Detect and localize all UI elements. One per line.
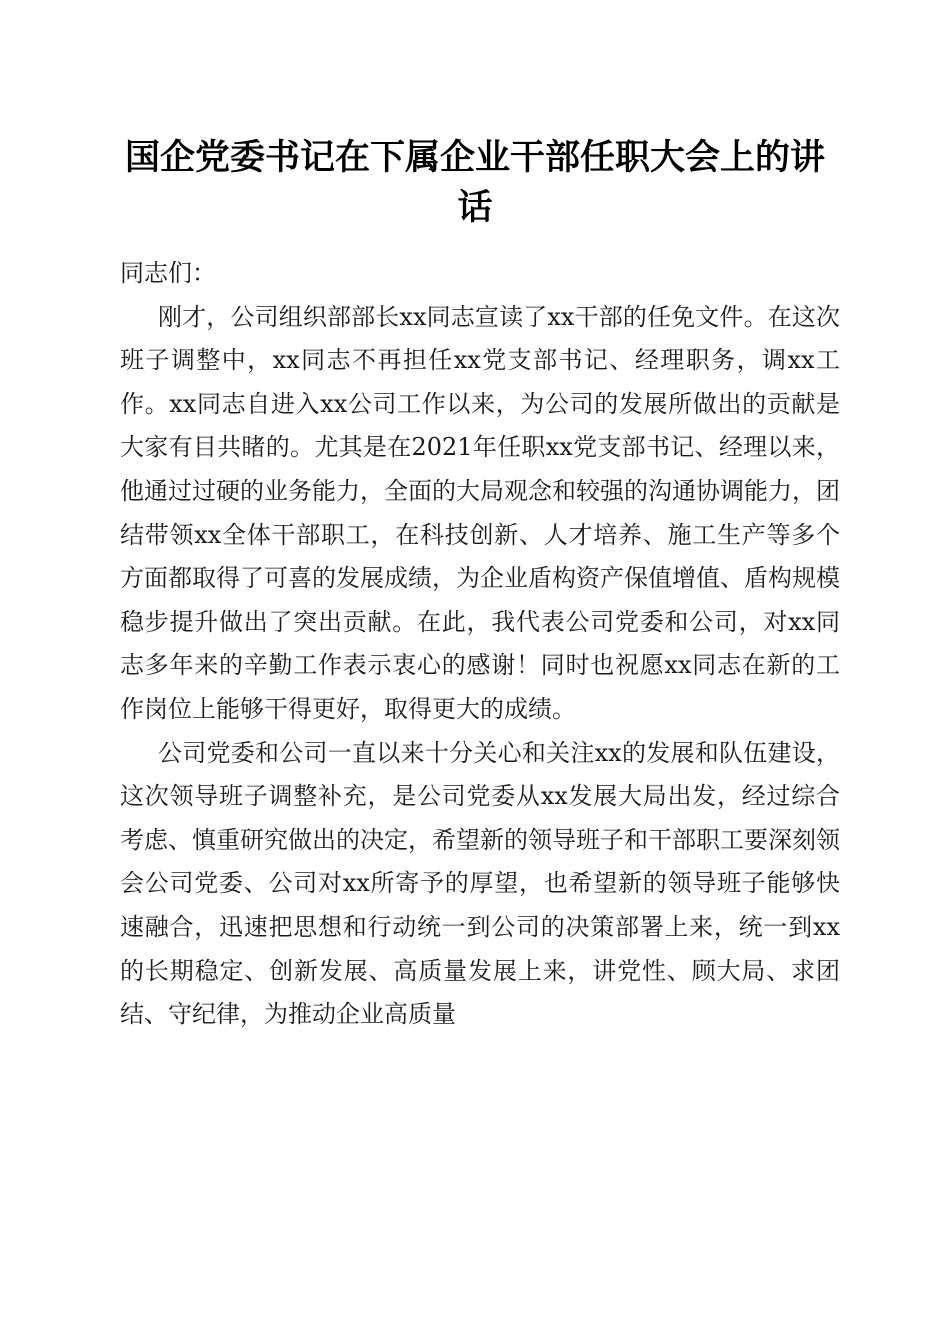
paragraph: 公司党委和公司一直以来十分关心和关注xx的发展和队伍建设，这次领导班子调整补充，是公司党委从xx发展大局出发，经过综合考虑、慎重研究做出的决定，希望新的领导班子和干部职工要深刻领会公司党委、公司对xx所寄予的厚望，也希望新的领导班子能够快速融合，迅速把思想和行动统一到公司的决策部署上来，统一到xx的长期稳定、创新发展、高质量发展上来，讲党性、顾大局、求团结、守纪律，为推动企业高质量 — [120, 738, 840, 1029]
document-title: 国企党委书记在下属企业干部任职大会上的讲话 — [124, 137, 825, 228]
salutation: 同志们： — [120, 259, 216, 287]
document-body — [120, 252, 840, 1037]
paragraph: 刚才，公司组织部部长xx同志宣读了xx干部的任免文件。在这次班子调整中，xx同志不再担任xx党支部书记、经理职务，调xx工作。xx同志自进入xx公司工作以来，为公司的发展所做出的贡献是大家有目共睹的。尤其是在2021年任职xx党支部书记、经理以来，他通过过硬的业务能力，全面的大局观念和较强的沟通协调能力，团结带领xx全体干部职工，在科技创新、人才培养、施工生产等多个方面都取得了可喜的发展成绩，为企业盾构资产保值增值、盾构规模稳步提升做出了突出贡献。在此，我代表公司党委和公司，对xx同志多年来的辛勤工作表示衷心的感谢！同时也祝愿xx同志在新的工作岗位上能够干得更好，取得更大的成绩。 — [120, 302, 840, 723]
